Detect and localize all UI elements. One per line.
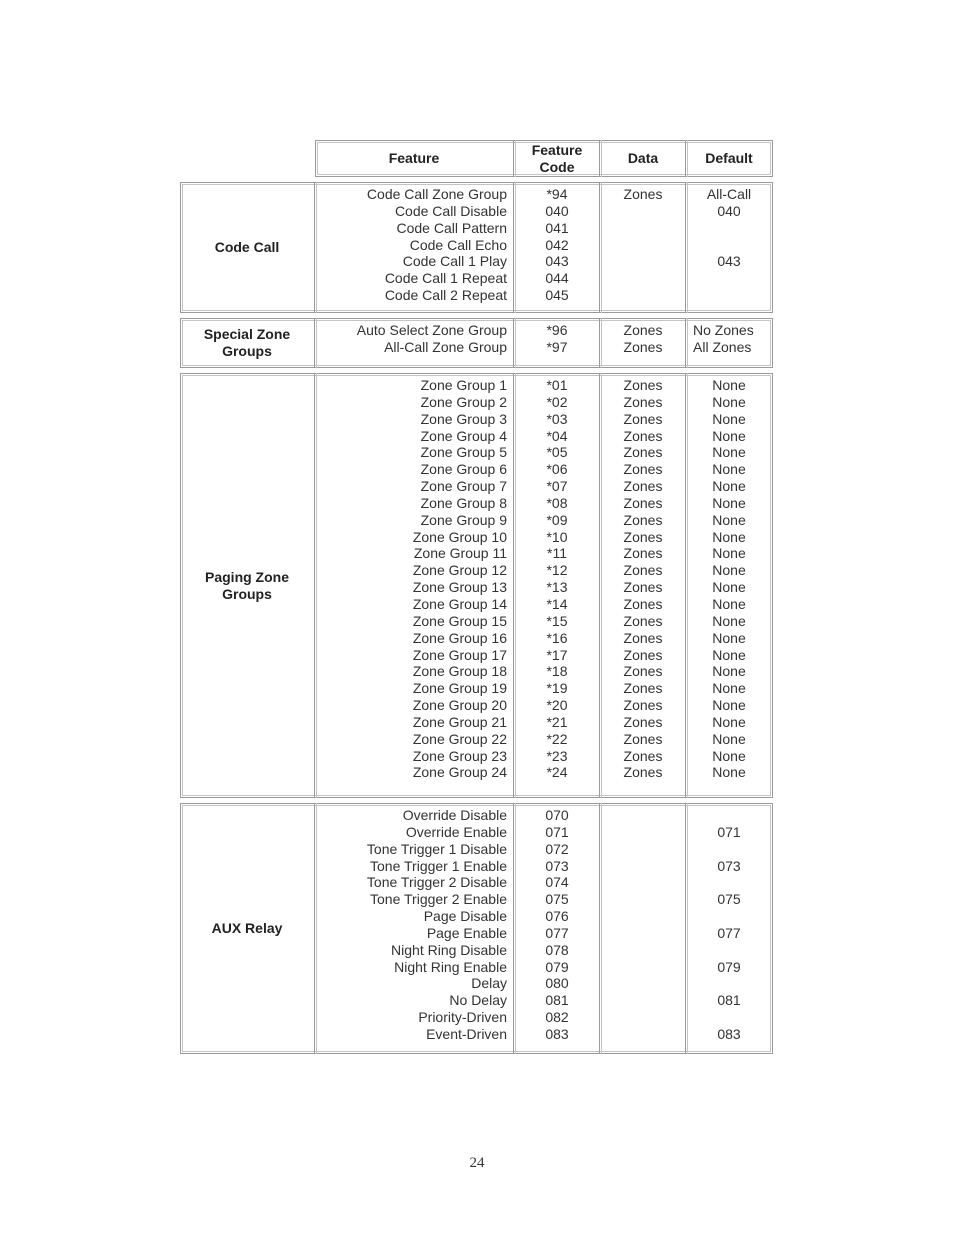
- table-cell: [600, 992, 686, 1009]
- table-cell: Zones: [623, 545, 663, 562]
- default-list: [693, 322, 771, 356]
- table-cell: Zones: [623, 646, 663, 663]
- page-number: 24: [469, 1155, 485, 1171]
- table-cell: Zones: [623, 322, 663, 338]
- table-cell: Auto Select Zone Group: [356, 322, 507, 338]
- table-cell: None: [712, 528, 746, 545]
- table-cell: All Zones: [693, 338, 752, 355]
- table-cell: [686, 975, 772, 992]
- table-cell: All-Call: [706, 186, 752, 202]
- table-cell: None: [712, 562, 746, 579]
- table-cell: None: [712, 646, 746, 663]
- table-cell: Zones: [623, 478, 663, 495]
- table-cell: [686, 1009, 772, 1026]
- table-cell: [686, 874, 772, 891]
- table-cell: None: [712, 680, 746, 697]
- table-cell: 075: [717, 891, 741, 908]
- table-cell: Delay: [471, 975, 507, 992]
- table-cell: *24: [546, 764, 568, 781]
- table-cell: [686, 270, 772, 287]
- table-cell: [686, 942, 772, 959]
- table-cell: None: [712, 747, 746, 764]
- table-cell: None: [712, 427, 746, 444]
- table-cell: Zones: [623, 511, 663, 528]
- table-cell: Tone Trigger 2 Disable: [366, 874, 507, 891]
- data-list: [600, 807, 686, 1043]
- table-cell: Code Call Disable: [394, 202, 507, 219]
- table-cell: None: [712, 713, 746, 730]
- table-cell: *19: [546, 680, 568, 697]
- table-cell: Zones: [623, 562, 663, 579]
- table-cell: *15: [546, 612, 568, 629]
- table-cell: Zone Group 18: [412, 663, 507, 680]
- table-cell: None: [712, 461, 746, 478]
- table-cell: Zone Group 21: [412, 713, 507, 730]
- table-cell: Zone Group 3: [420, 410, 507, 427]
- table-cell: *14: [546, 595, 568, 612]
- table-cell: [600, 807, 686, 824]
- table-cell: *20: [546, 697, 568, 714]
- table-cell: 078: [545, 941, 569, 958]
- table-cell: 043: [717, 253, 741, 270]
- table-cell: Zone Group 6: [420, 461, 507, 478]
- table-cell: Code Call 1 Play: [402, 253, 507, 270]
- table-cell: Zones: [623, 444, 663, 461]
- table-cell: *96: [546, 322, 568, 338]
- table-cell: Zone Group 24: [412, 764, 507, 781]
- table-cell: None: [712, 764, 746, 781]
- table-cell: 077: [545, 924, 569, 941]
- table-cell: 071: [717, 823, 741, 840]
- group-name: Code Call: [214, 239, 280, 255]
- group-name: AUX Relay: [211, 920, 283, 936]
- code-list: [514, 186, 600, 304]
- table-cell: [686, 287, 772, 304]
- feature-list: [318, 186, 507, 304]
- table-cell: *06: [546, 461, 568, 478]
- table-cell: 043: [545, 253, 569, 270]
- table-cell: 081: [717, 992, 741, 1009]
- table-cell: [600, 942, 686, 959]
- column-divider: [314, 803, 315, 1054]
- table-cell: All-Call Zone Group: [384, 338, 507, 355]
- table-cell: *07: [546, 478, 568, 495]
- table-cell: 040: [717, 202, 741, 219]
- default-list: [686, 377, 772, 781]
- table-cell: Zones: [623, 730, 663, 747]
- table-cell: [600, 1009, 686, 1026]
- table-cell: 070: [545, 807, 569, 823]
- table-cell: [600, 858, 686, 875]
- table-cell: None: [712, 663, 746, 680]
- table-cell: Zone Group 15: [412, 612, 507, 629]
- table-cell: Code Call 2 Repeat: [384, 287, 507, 304]
- feature-list: [318, 377, 507, 781]
- table-cell: Priority-Driven: [418, 1009, 507, 1026]
- header-feature: Feature: [388, 150, 440, 166]
- table-cell: Zones: [623, 663, 663, 680]
- table-cell: Zones: [623, 186, 663, 202]
- table-cell: Zone Group 13: [412, 579, 507, 596]
- table-cell: *04: [546, 427, 568, 444]
- table-cell: Zone Group 7: [420, 478, 507, 495]
- table-cell: Zone Group 1: [420, 377, 507, 393]
- table-cell: Zones: [623, 595, 663, 612]
- table-cell: [600, 220, 686, 237]
- table-cell: 040: [545, 202, 569, 219]
- data-list: [600, 377, 686, 781]
- table-cell: Zones: [623, 680, 663, 697]
- table-cell: 080: [545, 975, 569, 992]
- table-cell: Zones: [623, 764, 663, 781]
- column-divider: [314, 318, 315, 368]
- table-cell: Zone Group 9: [420, 511, 507, 528]
- table-cell: Zone Group 4: [420, 427, 507, 444]
- table-cell: 083: [545, 1025, 569, 1042]
- table-cell: *09: [546, 511, 568, 528]
- table-cell: Zone Group 12: [412, 562, 507, 579]
- feature-list: [318, 807, 507, 1043]
- table-cell: Zones: [623, 494, 663, 511]
- table-cell: Zones: [623, 629, 663, 646]
- table-cell: 081: [545, 992, 569, 1009]
- table-cell: *08: [546, 494, 568, 511]
- table-cell: Zones: [623, 528, 663, 545]
- table-cell: Zones: [623, 713, 663, 730]
- table-cell: [600, 975, 686, 992]
- table-cell: Zone Group 16: [412, 629, 507, 646]
- table-cell: *02: [546, 393, 568, 410]
- table-cell: [600, 824, 686, 841]
- table-cell: Zone Group 23: [412, 747, 507, 764]
- table-cell: *05: [546, 444, 568, 461]
- code-list: [514, 377, 600, 781]
- code-list: [514, 807, 600, 1043]
- table-cell: Zones: [623, 410, 663, 427]
- table-cell: *23: [546, 747, 568, 764]
- table-cell: 075: [545, 891, 569, 908]
- table-cell: [600, 841, 686, 858]
- table-cell: Code Call Pattern: [396, 219, 507, 236]
- table-cell: Code Call Echo: [409, 236, 507, 253]
- table-cell: None: [712, 444, 746, 461]
- table-cell: *22: [546, 730, 568, 747]
- table-cell: [686, 908, 772, 925]
- table-cell: Zone Group 22: [412, 730, 507, 747]
- data-list: [600, 322, 686, 356]
- table-cell: [600, 874, 686, 891]
- table-cell: *18: [546, 663, 568, 680]
- table-cell: *94: [546, 186, 568, 202]
- header-default: Default: [705, 150, 753, 166]
- table-cell: [600, 253, 686, 270]
- table-cell: Night Ring Disable: [391, 941, 507, 958]
- table-cell: Zone Group 11: [413, 545, 507, 562]
- table-cell: 071: [545, 823, 569, 840]
- table-cell: 076: [545, 908, 569, 925]
- table-cell: Zones: [623, 338, 663, 355]
- table-cell: *12: [546, 562, 568, 579]
- table-cell: [600, 891, 686, 908]
- table-cell: Override Enable: [405, 823, 507, 840]
- table-cell: None: [712, 612, 746, 629]
- table-cell: [686, 807, 772, 824]
- default-list: [686, 807, 772, 1043]
- table-cell: 045: [545, 287, 569, 304]
- table-cell: [600, 270, 686, 287]
- table-cell: Zone Group 10: [412, 528, 507, 545]
- table-cell: 074: [545, 874, 569, 891]
- table-cell: *11: [547, 545, 567, 562]
- table-cell: 083: [717, 1025, 741, 1042]
- data-list: [600, 186, 686, 304]
- table-cell: Zone Group 20: [412, 697, 507, 714]
- table-cell: 044: [545, 270, 569, 287]
- table-cell: [600, 237, 686, 254]
- table-cell: [600, 287, 686, 304]
- table-cell: Zone Group 14: [412, 595, 507, 612]
- table-cell: 079: [545, 958, 569, 975]
- table-cell: *97: [546, 338, 568, 355]
- group-name: Special Zone Groups: [203, 326, 291, 359]
- table-cell: Event-Driven: [426, 1025, 507, 1042]
- table-cell: None: [712, 697, 746, 714]
- table-cell: 073: [717, 857, 741, 874]
- table-cell: 041: [545, 219, 569, 236]
- table-cell: Zone Group 5: [420, 444, 507, 461]
- table-cell: None: [712, 545, 746, 562]
- table-cell: Zone Group 8: [420, 494, 507, 511]
- table-cell: None: [712, 511, 746, 528]
- table-cell: No Zones: [693, 322, 754, 338]
- table-cell: None: [712, 393, 746, 410]
- table-cell: Zones: [623, 377, 663, 393]
- table-cell: None: [712, 730, 746, 747]
- table-cell: Zones: [623, 747, 663, 764]
- table-cell: Night Ring Enable: [394, 958, 507, 975]
- table-cell: None: [712, 410, 746, 427]
- table-cell: [686, 220, 772, 237]
- table-cell: Code Call 1 Repeat: [384, 270, 507, 287]
- table-cell: Page Enable: [426, 924, 507, 941]
- header-feature-code: Feature Code: [531, 141, 583, 175]
- table-cell: None: [712, 478, 746, 495]
- table-cell: None: [712, 494, 746, 511]
- table-cell: 042: [545, 236, 569, 253]
- table-cell: *21: [546, 713, 568, 730]
- table-cell: Tone Trigger 2 Enable: [370, 891, 507, 908]
- default-list: [686, 186, 772, 304]
- table-cell: Zones: [623, 427, 663, 444]
- table-cell: [686, 841, 772, 858]
- column-divider: [314, 373, 315, 798]
- code-list: [514, 322, 600, 356]
- table-cell: 072: [545, 840, 569, 857]
- group-name: Paging Zone Groups: [205, 568, 289, 602]
- table-cell: 082: [545, 1009, 569, 1026]
- table-cell: None: [712, 377, 746, 393]
- table-cell: Zone Group 19: [412, 680, 507, 697]
- table-cell: *13: [546, 579, 568, 596]
- header-data: Data: [627, 150, 659, 166]
- table-cell: 073: [545, 857, 569, 874]
- table-cell: [600, 1026, 686, 1043]
- table-cell: Page Disable: [423, 908, 507, 925]
- table-cell: [600, 925, 686, 942]
- table-cell: [600, 908, 686, 925]
- table-cell: Tone Trigger 1 Enable: [370, 857, 507, 874]
- table-cell: [686, 237, 772, 254]
- table-cell: Zones: [623, 579, 663, 596]
- table-cell: [600, 959, 686, 976]
- table-cell: Zone Group 17: [412, 646, 507, 663]
- table-cell: Tone Trigger 1 Disable: [366, 840, 507, 857]
- table-cell: Code Call Zone Group: [366, 186, 507, 202]
- table-cell: *17: [546, 646, 568, 663]
- table-cell: None: [712, 595, 746, 612]
- column-divider: [314, 182, 315, 313]
- table-cell: Zones: [623, 697, 663, 714]
- table-cell: 077: [717, 924, 741, 941]
- feature-list: [318, 322, 507, 356]
- table-cell: *01: [546, 377, 568, 393]
- table-cell: None: [712, 579, 746, 596]
- table-cell: Zones: [623, 393, 663, 410]
- table-cell: *16: [546, 629, 568, 646]
- table-cell: [600, 203, 686, 220]
- table-cell: Zone Group 2: [420, 393, 507, 410]
- table-cell: No Delay: [449, 992, 507, 1009]
- table-cell: *03: [546, 410, 568, 427]
- table-cell: Zones: [623, 461, 663, 478]
- table-cell: Zones: [623, 612, 663, 629]
- table-cell: Override Disable: [402, 807, 507, 823]
- table-cell: *10: [546, 528, 568, 545]
- table-cell: 079: [717, 958, 741, 975]
- table-cell: None: [712, 629, 746, 646]
